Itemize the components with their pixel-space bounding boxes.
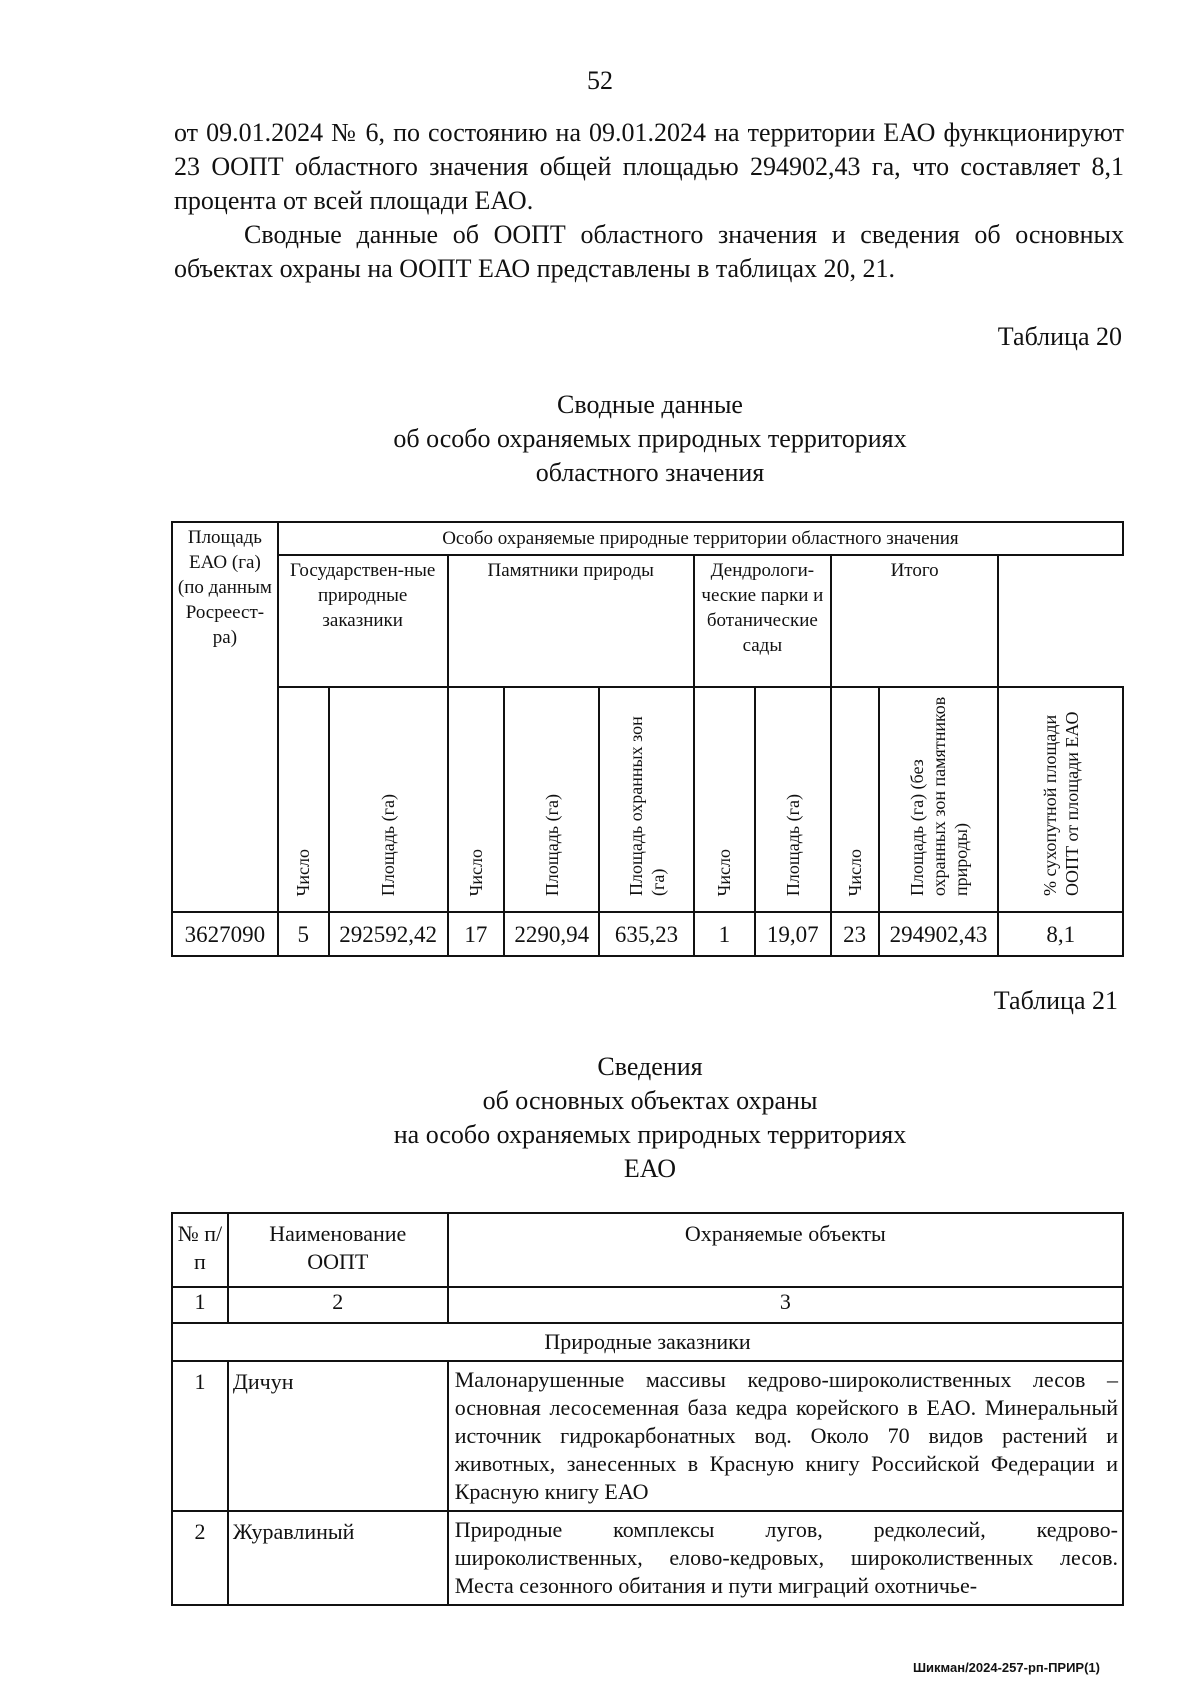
table21-title-line: ЕАО bbox=[623, 1154, 677, 1183]
header-count: Число bbox=[844, 848, 865, 896]
header-total: Итого bbox=[831, 555, 999, 687]
table-row bbox=[172, 1511, 1123, 1605]
header-group: Особо охраняемые природные территории областного значения bbox=[278, 522, 1123, 555]
table21-title-line: об основных объектах охраны bbox=[482, 1086, 818, 1115]
col-number: 3 bbox=[448, 1287, 1123, 1323]
intro-paragraph-2: Сводные данные об ООПТ областного значения и сведения об основных объектах охраны на ООПТ ЕАО представлены в таблицах 20, 21. bbox=[174, 220, 1124, 283]
row-text: Природные комплексы лугов, редколесий, кедрово-широколиственных, елово-кедровых, широколиственных лесов. Места сезонного обитания и пути миграций охотничье- bbox=[448, 1511, 1123, 1605]
table-cell: 8,1 bbox=[998, 912, 1123, 956]
header-count: Число bbox=[465, 848, 486, 896]
row-text: Малонарушенные массивы кедрово-широколиственных лесов – основная лесосеменная база кедра корейского в ЕАО. Минеральный источник гидрокарбонатных вод. Около 70 видов растений и животных, занесенных в Красную книгу Российской Федерации и Красную книгу ЕАО bbox=[448, 1361, 1123, 1511]
table21-title bbox=[0, 1050, 1200, 1186]
table-cell: 294902,43 bbox=[879, 912, 999, 956]
table20-title bbox=[0, 388, 1200, 490]
header-area: Площадь ЕАО (га) (по данным Росреест-ра) bbox=[172, 522, 278, 912]
table-cell: 2290,94 bbox=[504, 912, 599, 956]
table-cell: 292592,42 bbox=[329, 912, 448, 956]
header-objects: Охраняемые объекты bbox=[448, 1213, 1123, 1287]
table20-title-line: об особо охраняемых природных территориях bbox=[393, 424, 907, 453]
intro-paragraph: от 09.01.2024 № 6, по состоянию на 09.01.2024 на территории ЕАО функционируют 23 ООПТ областного значения общей площадью 294902,43 га, что составляет 8,1 процента от всей площади ЕАО. bbox=[174, 118, 1124, 215]
table-cell: 3627090 bbox=[172, 912, 278, 956]
table21-label: Таблица 21 bbox=[993, 986, 1118, 1015]
header-num: № п/п bbox=[172, 1213, 228, 1287]
table-cell: 17 bbox=[448, 912, 505, 956]
row-name: Дичун bbox=[228, 1361, 448, 1511]
page-number: 52 bbox=[587, 66, 613, 95]
header-area-ha: Площадь (га) bbox=[782, 793, 803, 896]
col-number: 2 bbox=[228, 1287, 448, 1323]
table20 bbox=[171, 521, 1124, 957]
table20-label: Таблица 20 bbox=[997, 322, 1122, 351]
header-area-excl: Площадь (га) (без охранных зон памятников природы) bbox=[906, 696, 971, 896]
header-buffer-area: Площадь охранных зон (га) bbox=[625, 716, 668, 896]
table-cell: 23 bbox=[831, 912, 879, 956]
row-num: 2 bbox=[172, 1511, 228, 1605]
table21-title-line: Сведения bbox=[597, 1052, 703, 1081]
table21 bbox=[171, 1212, 1124, 1606]
header-percent: % сухопутной площади ООПТ от площади ЕАО bbox=[1039, 711, 1082, 896]
table-cell: 635,23 bbox=[599, 912, 694, 956]
table-row bbox=[172, 912, 1123, 956]
row-num: 1 bbox=[172, 1361, 228, 1511]
header-dendro: Дендрологи-ческие парки и ботанические сады bbox=[694, 555, 831, 687]
section-header: Природные заказники bbox=[172, 1323, 1123, 1361]
table-cell: 19,07 bbox=[755, 912, 831, 956]
header-reserves: Государствен-ные природные заказники bbox=[278, 555, 448, 687]
footer-doc-id: Шикман/2024-257-рп-ПРИР(1) bbox=[912, 1660, 1100, 1675]
header-area-ha: Площадь (га) bbox=[378, 793, 399, 896]
table20-title-line: Сводные данные bbox=[557, 390, 743, 419]
row-name: Журавлиный bbox=[228, 1511, 448, 1605]
col-number: 1 bbox=[172, 1287, 228, 1323]
header-count: Число bbox=[293, 848, 314, 896]
header-area-ha: Площадь (га) bbox=[541, 793, 562, 896]
header-monuments: Памятники природы bbox=[448, 555, 694, 687]
table-row bbox=[172, 1361, 1123, 1511]
table-cell: 5 bbox=[278, 912, 329, 956]
table20-title-line: областного значения bbox=[535, 458, 765, 487]
table21-title-line: на особо охраняемых природных территориях bbox=[393, 1120, 907, 1149]
header-name: Наименование ООПТ bbox=[228, 1213, 448, 1287]
header-count: Число bbox=[714, 848, 735, 896]
table-cell: 1 bbox=[694, 912, 755, 956]
